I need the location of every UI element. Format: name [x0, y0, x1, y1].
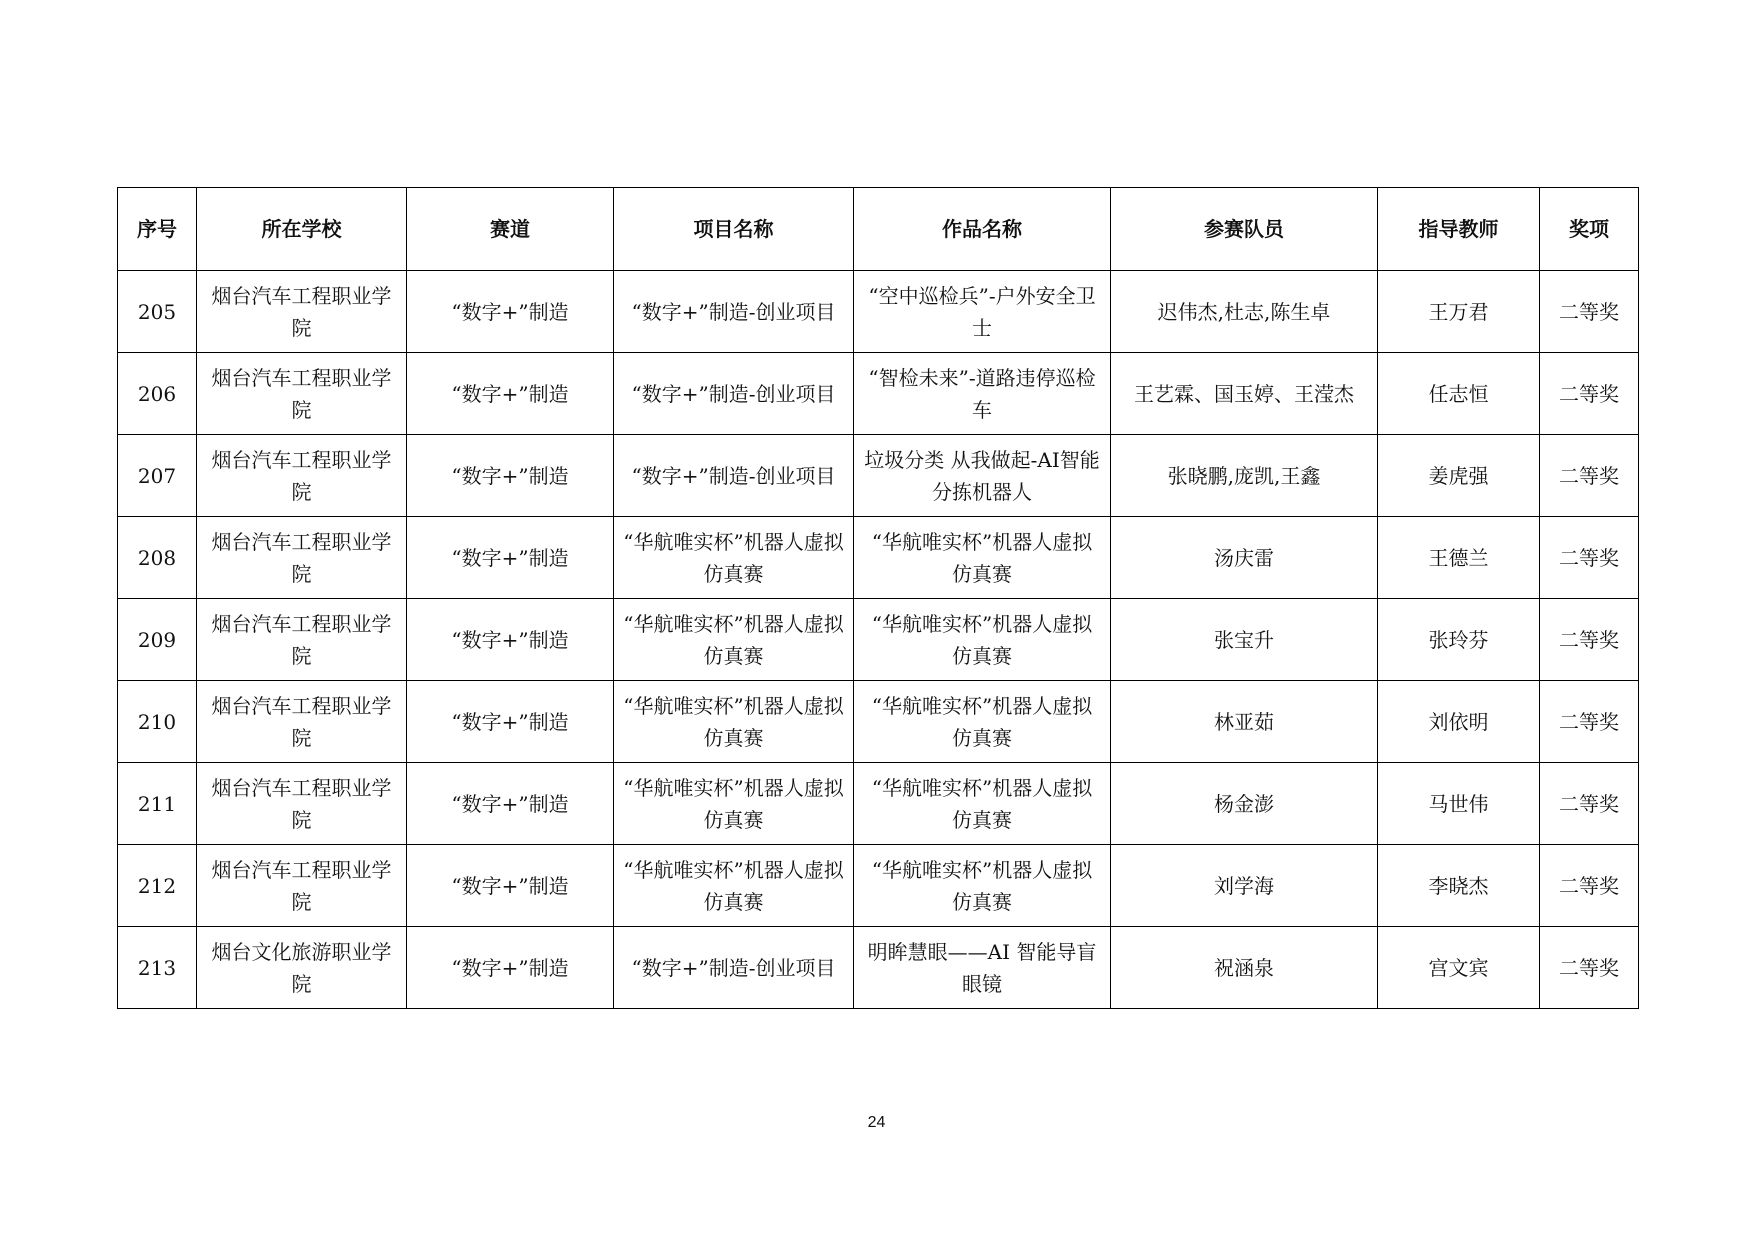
- table-row: [118, 763, 1639, 845]
- cell-team-members: 张晓鹏,庞凯,王鑫: [1111, 435, 1378, 517]
- header-team-members: 参赛队员: [1111, 188, 1378, 271]
- cell-work-name: 明眸慧眼——AI 智能导盲眼镜: [854, 927, 1111, 1009]
- cell-project-name: “数字+”制造-创业项目: [614, 353, 854, 435]
- cell-track: “数字+”制造: [407, 353, 614, 435]
- cell-team-members: 张宝升: [1111, 599, 1378, 681]
- cell-index: 205: [118, 271, 197, 353]
- cell-advisor: 宫文宾: [1378, 927, 1540, 1009]
- cell-advisor: 任志恒: [1378, 353, 1540, 435]
- table-header-row: [118, 188, 1639, 271]
- cell-award: 二等奖: [1540, 435, 1639, 517]
- cell-award: 二等奖: [1540, 763, 1639, 845]
- cell-team-members: 杨金澎: [1111, 763, 1378, 845]
- cell-track: “数字+”制造: [407, 681, 614, 763]
- cell-advisor: 王万君: [1378, 271, 1540, 353]
- cell-advisor: 李晓杰: [1378, 845, 1540, 927]
- table-row: [118, 517, 1639, 599]
- cell-award: 二等奖: [1540, 845, 1639, 927]
- cell-award: 二等奖: [1540, 681, 1639, 763]
- cell-track: “数字+”制造: [407, 927, 614, 1009]
- cell-index: 211: [118, 763, 197, 845]
- cell-project-name: “华航唯实杯”机器人虚拟仿真赛: [614, 681, 854, 763]
- cell-team-members: 迟伟杰,杜志,陈生卓: [1111, 271, 1378, 353]
- cell-advisor: 王德兰: [1378, 517, 1540, 599]
- cell-project-name: “华航唯实杯”机器人虚拟仿真赛: [614, 599, 854, 681]
- award-table: [117, 187, 1639, 1009]
- cell-track: “数字+”制造: [407, 845, 614, 927]
- cell-track: “数字+”制造: [407, 271, 614, 353]
- cell-school: 烟台汽车工程职业学院: [197, 599, 407, 681]
- header-track: 赛道: [407, 188, 614, 271]
- table-row: [118, 599, 1639, 681]
- cell-school: 烟台汽车工程职业学院: [197, 763, 407, 845]
- cell-work-name: 垃圾分类 从我做起-AI智能分拣机器人: [854, 435, 1111, 517]
- cell-index: 213: [118, 927, 197, 1009]
- header-school: 所在学校: [197, 188, 407, 271]
- cell-school: 烟台文化旅游职业学院: [197, 927, 407, 1009]
- cell-project-name: “数字+”制造-创业项目: [614, 927, 854, 1009]
- cell-project-name: “数字+”制造-创业项目: [614, 435, 854, 517]
- cell-award: 二等奖: [1540, 599, 1639, 681]
- cell-index: 207: [118, 435, 197, 517]
- cell-team-members: 王艺霖、国玉婷、王滢杰: [1111, 353, 1378, 435]
- cell-advisor: 张玲芬: [1378, 599, 1540, 681]
- cell-index: 210: [118, 681, 197, 763]
- cell-work-name: “空中巡检兵”-户外安全卫士: [854, 271, 1111, 353]
- header-work-name: 作品名称: [854, 188, 1111, 271]
- cell-school: 烟台汽车工程职业学院: [197, 517, 407, 599]
- cell-award: 二等奖: [1540, 517, 1639, 599]
- cell-school: 烟台汽车工程职业学院: [197, 435, 407, 517]
- header-award: 奖项: [1540, 188, 1639, 271]
- cell-project-name: “华航唯实杯”机器人虚拟仿真赛: [614, 763, 854, 845]
- header-index: 序号: [118, 188, 197, 271]
- cell-work-name: “华航唯实杯”机器人虚拟仿真赛: [854, 599, 1111, 681]
- cell-index: 206: [118, 353, 197, 435]
- table-row: [118, 353, 1639, 435]
- cell-work-name: “智检未来”-道路违停巡检车: [854, 353, 1111, 435]
- cell-project-name: “华航唯实杯”机器人虚拟仿真赛: [614, 517, 854, 599]
- cell-track: “数字+”制造: [407, 599, 614, 681]
- cell-project-name: “数字+”制造-创业项目: [614, 271, 854, 353]
- cell-advisor: 刘依明: [1378, 681, 1540, 763]
- header-project-name: 项目名称: [614, 188, 854, 271]
- cell-index: 209: [118, 599, 197, 681]
- cell-school: 烟台汽车工程职业学院: [197, 845, 407, 927]
- table-row: [118, 271, 1639, 353]
- table-row: [118, 435, 1639, 517]
- cell-team-members: 林亚茹: [1111, 681, 1378, 763]
- cell-team-members: 刘学海: [1111, 845, 1378, 927]
- cell-advisor: 姜虎强: [1378, 435, 1540, 517]
- cell-award: 二等奖: [1540, 927, 1639, 1009]
- cell-project-name: “华航唯实杯”机器人虚拟仿真赛: [614, 845, 854, 927]
- cell-team-members: 祝涵泉: [1111, 927, 1378, 1009]
- cell-school: 烟台汽车工程职业学院: [197, 681, 407, 763]
- table-row: [118, 681, 1639, 763]
- cell-work-name: “华航唯实杯”机器人虚拟仿真赛: [854, 763, 1111, 845]
- cell-award: 二等奖: [1540, 271, 1639, 353]
- cell-work-name: “华航唯实杯”机器人虚拟仿真赛: [854, 845, 1111, 927]
- table-body: [118, 271, 1639, 1009]
- table-row: [118, 927, 1639, 1009]
- cell-track: “数字+”制造: [407, 435, 614, 517]
- cell-advisor: 马世伟: [1378, 763, 1540, 845]
- cell-index: 208: [118, 517, 197, 599]
- table-row: [118, 845, 1639, 927]
- cell-index: 212: [118, 845, 197, 927]
- cell-work-name: “华航唯实杯”机器人虚拟仿真赛: [854, 681, 1111, 763]
- cell-school: 烟台汽车工程职业学院: [197, 353, 407, 435]
- cell-track: “数字+”制造: [407, 517, 614, 599]
- cell-school: 烟台汽车工程职业学院: [197, 271, 407, 353]
- cell-team-members: 汤庆雷: [1111, 517, 1378, 599]
- cell-track: “数字+”制造: [407, 763, 614, 845]
- header-advisor: 指导教师: [1378, 188, 1540, 271]
- page-number: 24: [867, 1114, 886, 1131]
- cell-award: 二等奖: [1540, 353, 1639, 435]
- cell-work-name: “华航唯实杯”机器人虚拟仿真赛: [854, 517, 1111, 599]
